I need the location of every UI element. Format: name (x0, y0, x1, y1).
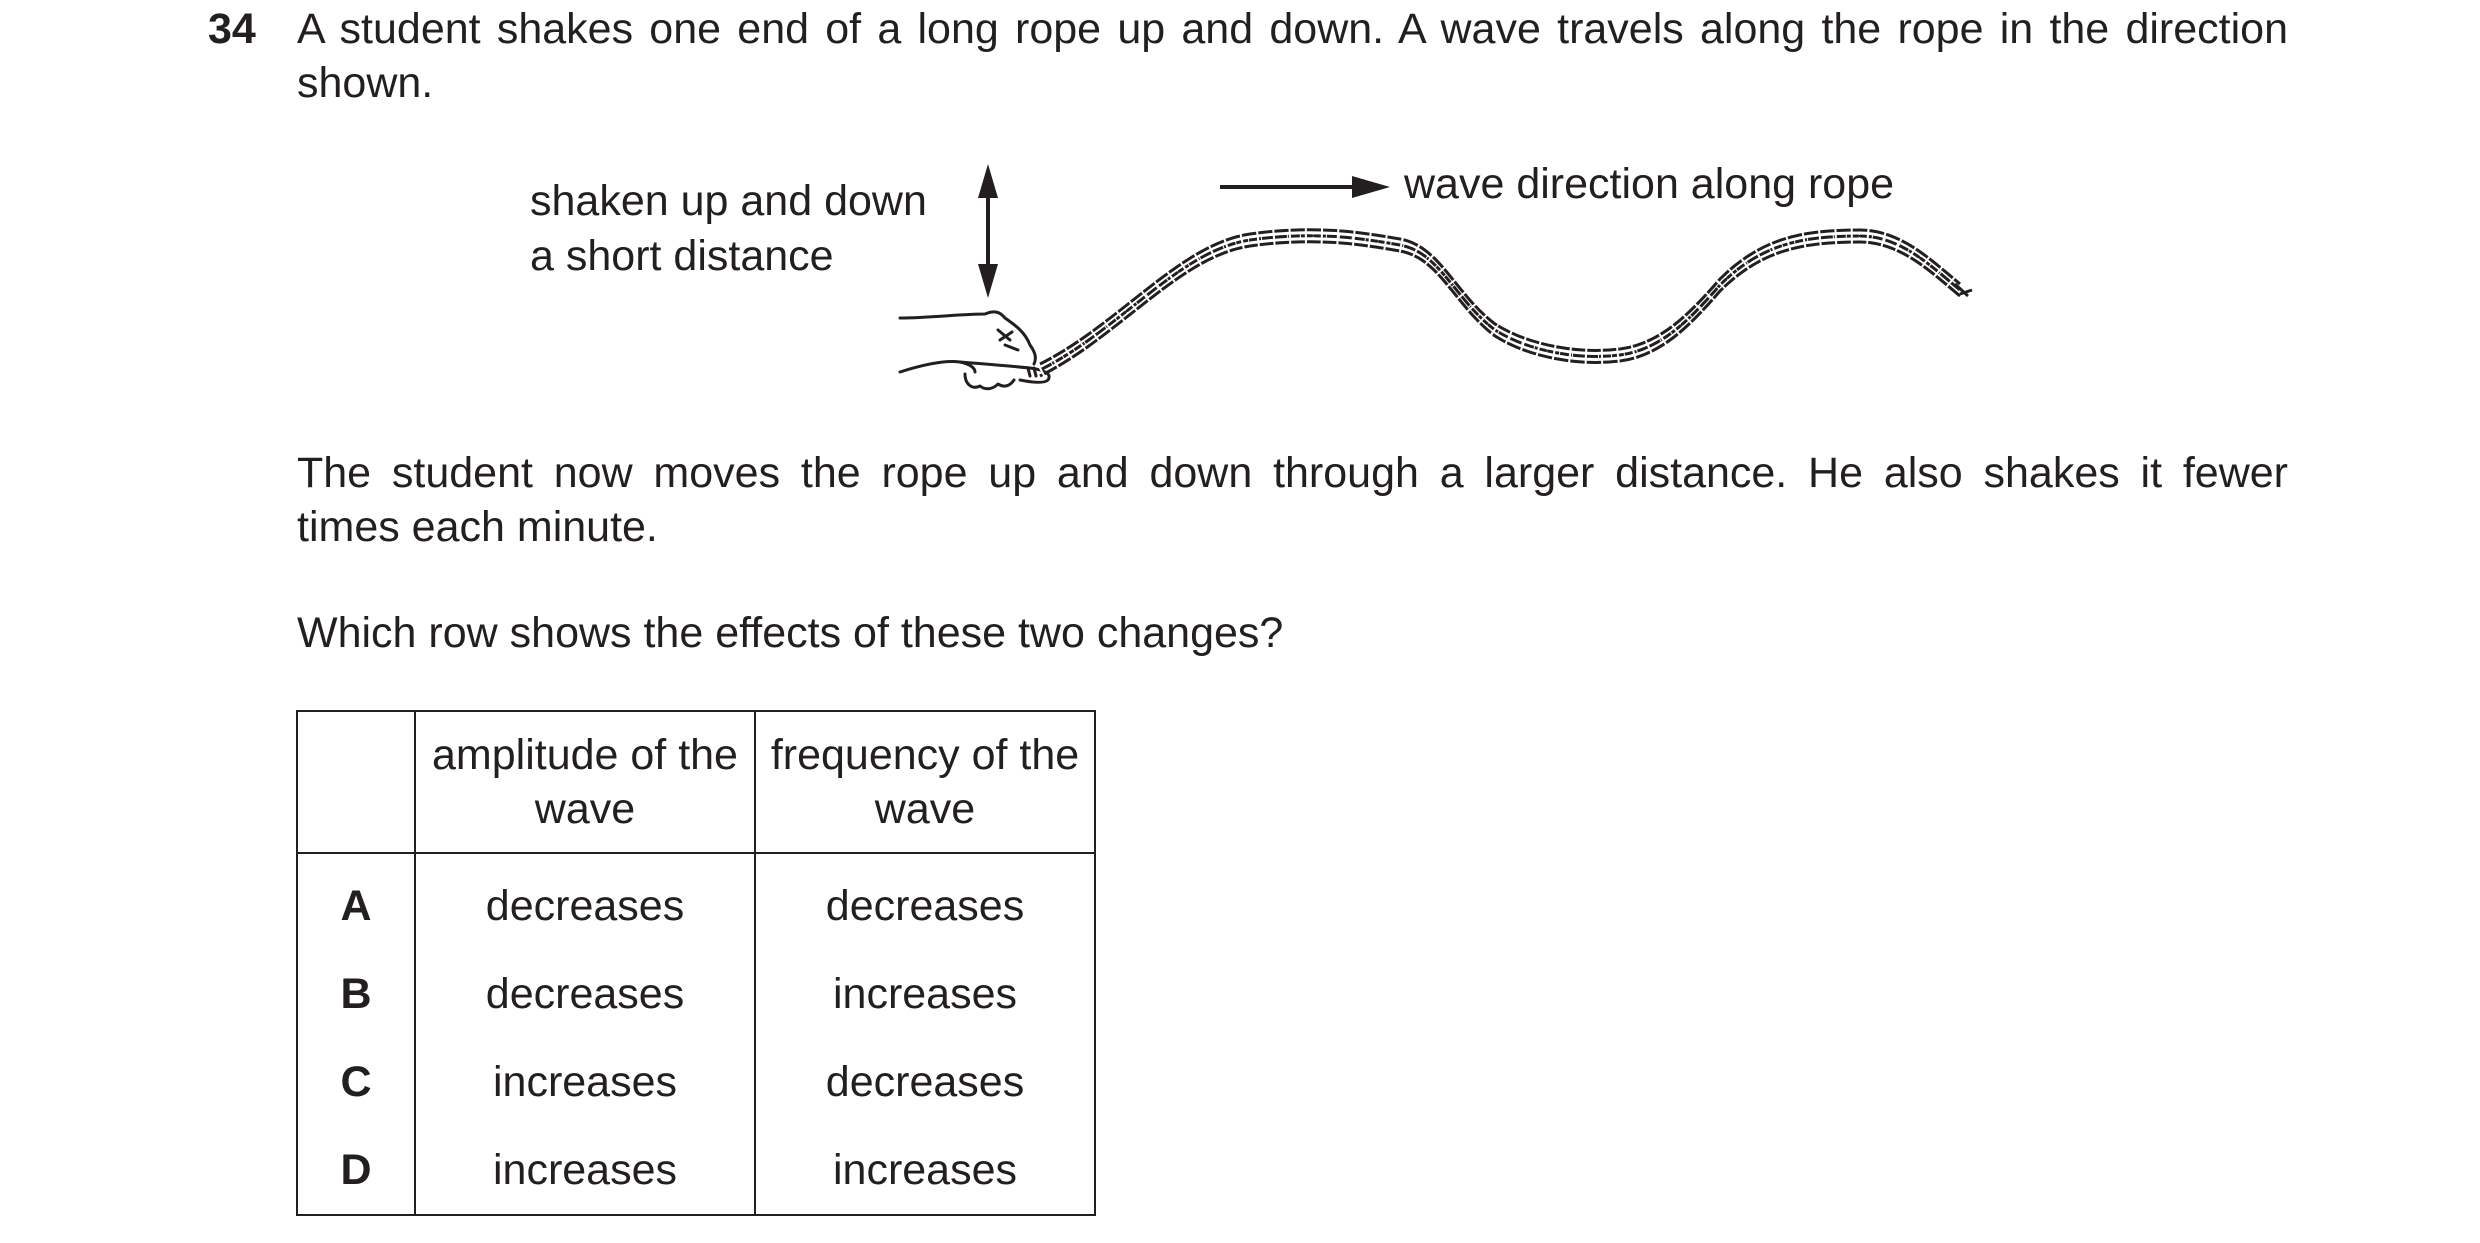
change-description-line1: The student now moves the rope up and down through a larger distance. He also shakes it fewer (297, 449, 2288, 497)
right-arrow-icon (1220, 176, 1390, 198)
shake-label-line1: shaken up and down (530, 177, 927, 225)
option-key: D (297, 1126, 415, 1215)
option-key: C (297, 1038, 415, 1126)
frequency-cell: increases (755, 1126, 1095, 1215)
table-row[interactable] (297, 950, 1095, 1038)
change-description-line2: times each minute. (297, 503, 658, 551)
shake-label-line2: a short distance (530, 232, 834, 280)
header-key-cell (297, 711, 415, 853)
question-stem: A student shakes one end of a long rope up and down. A wave travels along the rope in the direction shown. (297, 5, 2288, 107)
option-key: B (297, 950, 415, 1038)
frequency-cell: decreases (755, 853, 1095, 950)
amplitude-cell: decreases (415, 950, 755, 1038)
option-key: A (297, 853, 415, 950)
table-header-row (297, 711, 1095, 853)
amplitude-cell: increases (415, 1126, 755, 1215)
rope-wave (1040, 230, 1972, 376)
amplitude-cell: increases (415, 1038, 755, 1126)
hand-icon (900, 312, 1049, 389)
header-amplitude: amplitude of the wave (415, 711, 755, 853)
question-number: 34 (208, 5, 256, 53)
question-prompt: Which row shows the effects of these two changes? (297, 609, 1284, 657)
table-row[interactable] (297, 853, 1095, 950)
table-row[interactable] (297, 1126, 1095, 1215)
frequency-cell: decreases (755, 1038, 1095, 1126)
table-row[interactable] (297, 1038, 1095, 1126)
answer-table (296, 710, 1096, 1216)
up-down-arrow-icon (978, 164, 998, 298)
frequency-cell: increases (755, 950, 1095, 1038)
rope-diagram (0, 0, 2480, 420)
amplitude-cell: decreases (415, 853, 755, 950)
wave-direction-label: wave direction along rope (1404, 160, 1895, 208)
header-frequency: frequency of the wave (755, 711, 1095, 853)
